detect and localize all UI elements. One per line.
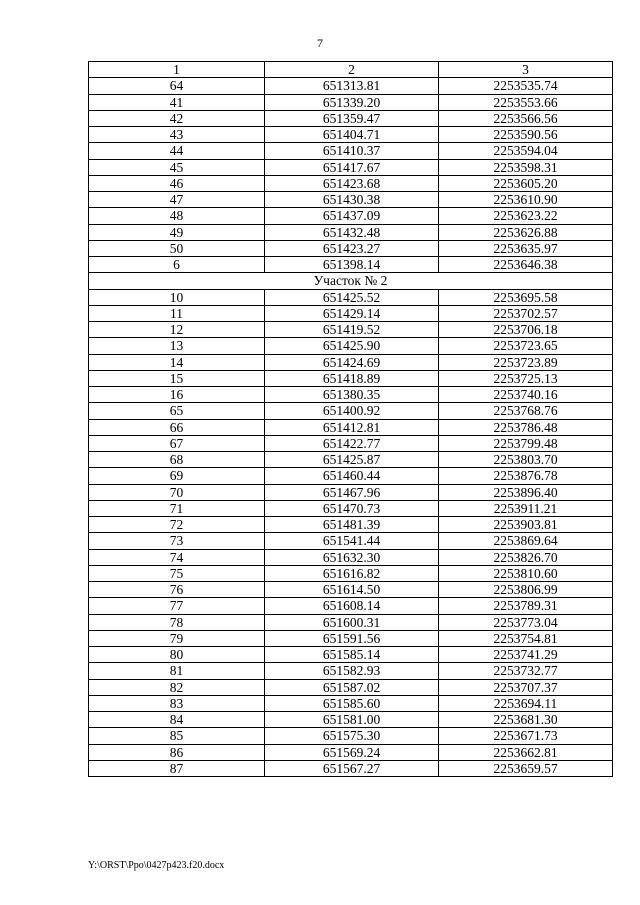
table-row (89, 598, 613, 614)
y-coordinate-cell: 2253695.58 (439, 289, 613, 305)
table-row (89, 484, 613, 500)
x-coordinate-cell: 651608.14 (265, 598, 439, 614)
table-header (89, 62, 613, 78)
x-coordinate-cell: 651380.35 (265, 387, 439, 403)
x-coordinate-cell: 651591.56 (265, 630, 439, 646)
table-row (89, 500, 613, 516)
table-row (89, 208, 613, 224)
x-coordinate-cell: 651425.87 (265, 452, 439, 468)
y-coordinate-cell: 2253799.48 (439, 435, 613, 451)
y-coordinate-cell: 2253803.70 (439, 452, 613, 468)
x-coordinate-cell: 651404.71 (265, 127, 439, 143)
point-number-cell: 48 (89, 208, 265, 224)
column-header: 2 (265, 62, 439, 78)
y-coordinate-cell: 2253626.88 (439, 224, 613, 240)
point-number-cell: 86 (89, 744, 265, 760)
x-coordinate-cell: 651600.31 (265, 614, 439, 630)
y-coordinate-cell: 2253723.89 (439, 354, 613, 370)
x-coordinate-cell: 651437.09 (265, 208, 439, 224)
table-row (89, 468, 613, 484)
x-coordinate-cell: 651467.96 (265, 484, 439, 500)
table-row (89, 403, 613, 419)
table-row (89, 387, 613, 403)
x-coordinate-cell: 651398.14 (265, 257, 439, 273)
y-coordinate-cell: 2253773.04 (439, 614, 613, 630)
y-coordinate-cell: 2253723.65 (439, 338, 613, 354)
x-coordinate-cell: 651460.44 (265, 468, 439, 484)
table-header-row (89, 62, 613, 78)
y-coordinate-cell: 2253786.48 (439, 419, 613, 435)
point-number-cell: 14 (89, 354, 265, 370)
table-row (89, 419, 613, 435)
x-coordinate-cell: 651569.24 (265, 744, 439, 760)
point-number-cell: 71 (89, 500, 265, 516)
y-coordinate-cell: 2253707.37 (439, 679, 613, 695)
point-number-cell: 16 (89, 387, 265, 403)
x-coordinate-cell: 651412.81 (265, 419, 439, 435)
table-row (89, 354, 613, 370)
y-coordinate-cell: 2253605.20 (439, 175, 613, 191)
y-coordinate-cell: 2253598.31 (439, 159, 613, 175)
point-number-cell: 85 (89, 728, 265, 744)
point-number-cell: 12 (89, 322, 265, 338)
point-number-cell: 80 (89, 647, 265, 663)
point-number-cell: 76 (89, 582, 265, 598)
y-coordinate-cell: 2253826.70 (439, 549, 613, 565)
table-row (89, 94, 613, 110)
y-coordinate-cell: 2253590.56 (439, 127, 613, 143)
table-row (89, 127, 613, 143)
x-coordinate-cell: 651422.77 (265, 435, 439, 451)
y-coordinate-cell: 2253876.78 (439, 468, 613, 484)
table-row (89, 370, 613, 386)
point-number-cell: 69 (89, 468, 265, 484)
y-coordinate-cell: 2253740.16 (439, 387, 613, 403)
x-coordinate-cell: 651423.68 (265, 175, 439, 191)
x-coordinate-cell: 651581.00 (265, 712, 439, 728)
point-number-cell: 68 (89, 452, 265, 468)
point-number-cell: 13 (89, 338, 265, 354)
point-number-cell: 74 (89, 549, 265, 565)
table-row (89, 517, 613, 533)
table-row (89, 110, 613, 126)
point-number-cell: 10 (89, 289, 265, 305)
table-row (89, 630, 613, 646)
y-coordinate-cell: 2253610.90 (439, 192, 613, 208)
x-coordinate-cell: 651417.67 (265, 159, 439, 175)
point-number-cell: 15 (89, 370, 265, 386)
x-coordinate-cell: 651585.14 (265, 647, 439, 663)
point-number-cell: 50 (89, 240, 265, 256)
x-coordinate-cell: 651585.60 (265, 695, 439, 711)
y-coordinate-cell: 2253623.22 (439, 208, 613, 224)
y-coordinate-cell: 2253659.57 (439, 760, 613, 776)
point-number-cell: 42 (89, 110, 265, 126)
point-number-cell: 43 (89, 127, 265, 143)
table-row (89, 695, 613, 711)
x-coordinate-cell: 651616.82 (265, 565, 439, 581)
table-row (89, 192, 613, 208)
point-number-cell: 11 (89, 305, 265, 321)
table-body (89, 78, 613, 777)
x-coordinate-cell: 651339.20 (265, 94, 439, 110)
point-number-cell: 47 (89, 192, 265, 208)
x-coordinate-cell: 651423.27 (265, 240, 439, 256)
y-coordinate-cell: 2253725.13 (439, 370, 613, 386)
table-row (89, 565, 613, 581)
y-coordinate-cell: 2253903.81 (439, 517, 613, 533)
table-row (89, 728, 613, 744)
point-number-cell: 64 (89, 78, 265, 94)
x-coordinate-cell: 651470.73 (265, 500, 439, 516)
point-number-cell: 78 (89, 614, 265, 630)
point-number-cell: 41 (89, 94, 265, 110)
x-coordinate-cell: 651418.89 (265, 370, 439, 386)
y-coordinate-cell: 2253706.18 (439, 322, 613, 338)
y-coordinate-cell: 2253553.66 (439, 94, 613, 110)
section-title-row (89, 273, 613, 289)
x-coordinate-cell: 651575.30 (265, 728, 439, 744)
point-number-cell: 75 (89, 565, 265, 581)
x-coordinate-cell: 651400.92 (265, 403, 439, 419)
x-coordinate-cell: 651313.81 (265, 78, 439, 94)
table-row (89, 435, 613, 451)
y-coordinate-cell: 2253662.81 (439, 744, 613, 760)
x-coordinate-cell: 651359.47 (265, 110, 439, 126)
point-number-cell: 72 (89, 517, 265, 533)
y-coordinate-cell: 2253671.73 (439, 728, 613, 744)
x-coordinate-cell: 651425.52 (265, 289, 439, 305)
y-coordinate-cell: 2253681.30 (439, 712, 613, 728)
x-coordinate-cell: 651424.69 (265, 354, 439, 370)
point-number-cell: 45 (89, 159, 265, 175)
point-number-cell: 6 (89, 257, 265, 273)
point-number-cell: 46 (89, 175, 265, 191)
y-coordinate-cell: 2253754.81 (439, 630, 613, 646)
table-row (89, 533, 613, 549)
x-coordinate-cell: 651587.02 (265, 679, 439, 695)
table-row (89, 452, 613, 468)
table-row (89, 322, 613, 338)
point-number-cell: 49 (89, 224, 265, 240)
point-number-cell: 84 (89, 712, 265, 728)
point-number-cell: 81 (89, 663, 265, 679)
table-row (89, 338, 613, 354)
point-number-cell: 87 (89, 760, 265, 776)
x-coordinate-cell: 651429.14 (265, 305, 439, 321)
y-coordinate-cell: 2253869.64 (439, 533, 613, 549)
point-number-cell: 70 (89, 484, 265, 500)
table-row (89, 143, 613, 159)
point-number-cell: 44 (89, 143, 265, 159)
table-row (89, 744, 613, 760)
point-number-cell: 67 (89, 435, 265, 451)
x-coordinate-cell: 651425.90 (265, 338, 439, 354)
column-header: 3 (439, 62, 613, 78)
table-row (89, 647, 613, 663)
table-row (89, 582, 613, 598)
file-path-footer: Y:\ORST\Ppo\0427p423.f20.docx (88, 860, 225, 871)
y-coordinate-cell: 2253806.99 (439, 582, 613, 598)
table-row (89, 240, 613, 256)
y-coordinate-cell: 2253594.04 (439, 143, 613, 159)
y-coordinate-cell: 2253911.21 (439, 500, 613, 516)
table-row (89, 679, 613, 695)
x-coordinate-cell: 651419.52 (265, 322, 439, 338)
x-coordinate-cell: 651432.48 (265, 224, 439, 240)
point-number-cell: 73 (89, 533, 265, 549)
table-row (89, 549, 613, 565)
point-number-cell: 65 (89, 403, 265, 419)
y-coordinate-cell: 2253789.31 (439, 598, 613, 614)
column-header: 1 (89, 62, 265, 78)
table-row (89, 175, 613, 191)
table-row (89, 289, 613, 305)
y-coordinate-cell: 2253702.57 (439, 305, 613, 321)
table-row (89, 257, 613, 273)
y-coordinate-cell: 2253896.40 (439, 484, 613, 500)
y-coordinate-cell: 2253646.38 (439, 257, 613, 273)
y-coordinate-cell: 2253694.11 (439, 695, 613, 711)
table-row (89, 305, 613, 321)
point-number-cell: 77 (89, 598, 265, 614)
x-coordinate-cell: 651582.93 (265, 663, 439, 679)
page-number: 7 (317, 36, 323, 50)
y-coordinate-cell: 2253768.76 (439, 403, 613, 419)
x-coordinate-cell: 651481.39 (265, 517, 439, 533)
y-coordinate-cell: 2253535.74 (439, 78, 613, 94)
y-coordinate-cell: 2253732.77 (439, 663, 613, 679)
x-coordinate-cell: 651567.27 (265, 760, 439, 776)
table-row (89, 663, 613, 679)
x-coordinate-cell: 651632.30 (265, 549, 439, 565)
y-coordinate-cell: 2253566.56 (439, 110, 613, 126)
point-number-cell: 82 (89, 679, 265, 695)
y-coordinate-cell: 2253741.29 (439, 647, 613, 663)
table-row (89, 159, 613, 175)
coordinates-table (88, 61, 613, 777)
table-row (89, 224, 613, 240)
section-title: Участок № 2 (89, 273, 613, 289)
x-coordinate-cell: 651430.38 (265, 192, 439, 208)
x-coordinate-cell: 651410.37 (265, 143, 439, 159)
table-row (89, 712, 613, 728)
point-number-cell: 83 (89, 695, 265, 711)
x-coordinate-cell: 651541.44 (265, 533, 439, 549)
y-coordinate-cell: 2253635.97 (439, 240, 613, 256)
table-row (89, 78, 613, 94)
point-number-cell: 66 (89, 419, 265, 435)
y-coordinate-cell: 2253810.60 (439, 565, 613, 581)
point-number-cell: 79 (89, 630, 265, 646)
table-row (89, 614, 613, 630)
table-row (89, 760, 613, 776)
x-coordinate-cell: 651614.50 (265, 582, 439, 598)
